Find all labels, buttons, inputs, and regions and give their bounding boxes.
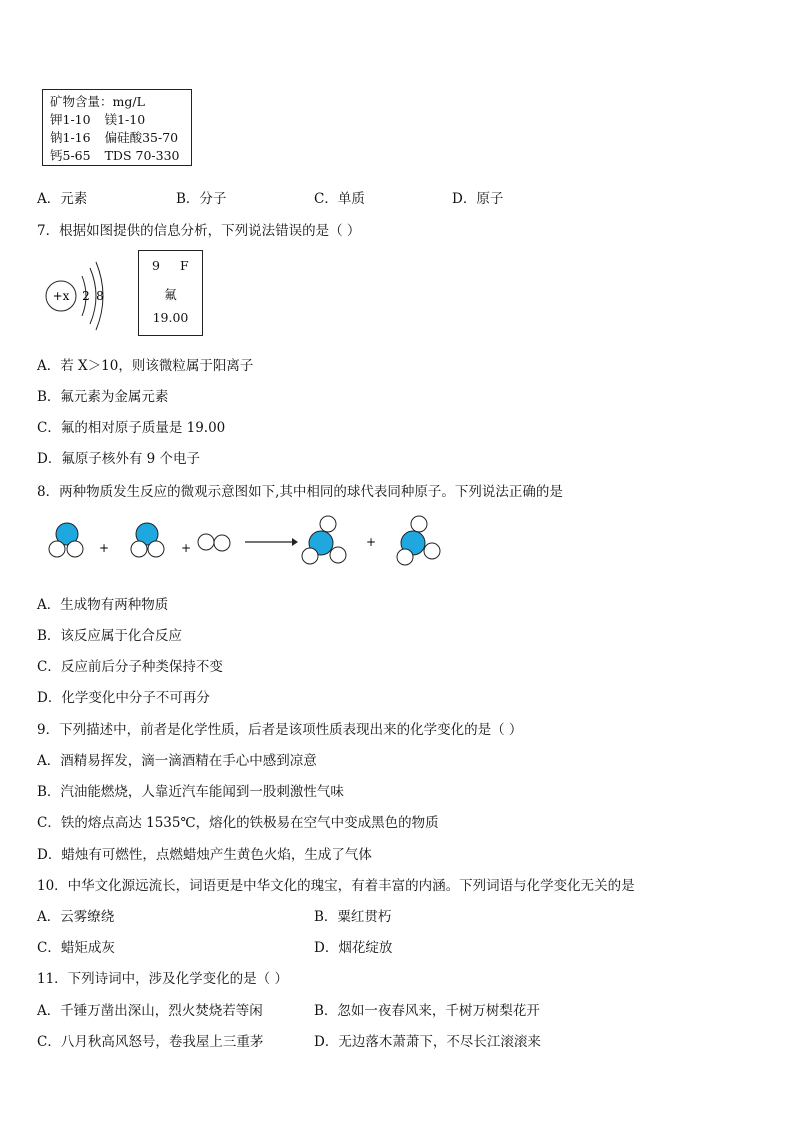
- white-atom: [214, 535, 230, 551]
- shell-electrons-1: 2: [82, 289, 90, 303]
- q10-option-d[interactable]: D．烟花绽放: [314, 940, 393, 956]
- q7-option-b[interactable]: B．氟元素为金属元素: [37, 389, 169, 405]
- q9-option-d[interactable]: D．蜡烛有可燃性，点燃蜡烛产生黄色火焰，生成了气体: [37, 847, 372, 863]
- q11-option-b[interactable]: B．忽如一夜春风来，千树万树梨花开: [314, 1003, 540, 1019]
- mineral-row: [50, 111, 191, 129]
- q8-stem: 8．两种物质发生反应的微观示意图如下,其中相同的球代表同种原子。下列说法正确的是: [37, 484, 563, 500]
- white-atom: [148, 541, 164, 557]
- q9-option-b[interactable]: B．汽油能燃烧，人靠近汽车能闻到一股刺激性气味: [37, 784, 344, 800]
- white-atom: [131, 541, 147, 557]
- element-card: [138, 250, 203, 336]
- mineral-cell: 钾1-10: [50, 112, 91, 127]
- shell-electrons-2: 8: [96, 289, 104, 303]
- white-atom: [67, 541, 83, 557]
- white-atom: [302, 548, 318, 564]
- atomic-mass: 19.00: [152, 310, 189, 325]
- q9-stem: 9．下列描述中，前者是化学性质，后者是该项性质表现出来的化学变化的是（ ）: [37, 722, 523, 738]
- q7-stem: 7．根据如图提供的信息分析，下列说法错误的是（ ）: [37, 223, 361, 239]
- white-atom: [411, 516, 427, 532]
- product-molecule-2: [397, 516, 440, 565]
- mineral-row: [50, 129, 191, 147]
- mineral-cell: 钠1-16: [50, 130, 91, 145]
- q7-option-d[interactable]: D．氟原子核外有 9 个电子: [37, 451, 200, 467]
- q11-option-a[interactable]: A．千锤万凿出深山，烈火焚烧若等闲: [37, 1003, 263, 1019]
- plus-sign: +: [365, 535, 377, 549]
- electron-shell-2: [90, 268, 96, 324]
- mineral-cell: TDS 70-330: [104, 148, 180, 163]
- q10-option-b[interactable]: B．粟红贯朽: [314, 909, 392, 925]
- q10-option-a[interactable]: A．云雾缭绕: [37, 909, 115, 925]
- white-atom: [198, 534, 214, 550]
- white-atom: [397, 549, 413, 565]
- nucleus-label: +x: [52, 289, 70, 303]
- q6-option-b[interactable]: B．分子: [176, 191, 227, 207]
- atomic-number: 9: [152, 258, 160, 273]
- q9-option-c[interactable]: C．铁的熔点高达 1535℃，熔化的铁极易在空气中变成黑色的物质: [37, 815, 439, 831]
- q7-option-a[interactable]: A．若 X＞10，则该微粒属于阳离子: [37, 358, 254, 374]
- plus-sign: +: [98, 541, 110, 555]
- mineral-row: [50, 147, 191, 165]
- reaction-micro-diagram: [40, 512, 460, 570]
- plus-sign: +: [180, 541, 192, 555]
- q11-stem: 11．下列诗词中，涉及化学变化的是（ ）: [37, 971, 288, 987]
- q6-option-d[interactable]: D．原子: [452, 191, 504, 207]
- white-atom: [49, 541, 65, 557]
- q10-option-c[interactable]: C．蜡矩成灰: [37, 940, 115, 956]
- mineral-cell: 钙5-65: [50, 148, 91, 163]
- reactant-molecule-3: [198, 534, 230, 551]
- product-molecule-1: [302, 516, 346, 564]
- mineral-title: 矿物含量：mg/L: [50, 94, 145, 109]
- atom-structure-diagram: [44, 258, 114, 332]
- white-atom: [330, 547, 346, 563]
- reaction-arrow: [245, 538, 298, 546]
- reactant-molecule-2: [131, 523, 164, 557]
- mineral-cell: 偏硅酸35-70: [104, 130, 179, 145]
- q6-option-a[interactable]: A．元素: [37, 191, 88, 207]
- q10-stem: 10．中华文化源远流长，词语更是中华文化的瑰宝，有着丰富的内涵。下列词语与化学变化无关的是: [37, 878, 635, 894]
- white-atom: [424, 543, 440, 559]
- element-name: 氟: [164, 287, 177, 302]
- q8-option-a[interactable]: A．生成物有两种物质: [37, 597, 169, 613]
- q8-option-c[interactable]: C．反应前后分子种类保持不变: [37, 659, 223, 675]
- mineral-cell: 镁1-10: [104, 112, 146, 127]
- mineral-content-box: [42, 89, 192, 166]
- q11-option-c[interactable]: C．八月秋高风怒号，卷我屋上三重茅: [37, 1034, 264, 1050]
- q7-option-c[interactable]: C．氟的相对原子质量是 19.00: [37, 420, 226, 436]
- white-atom: [320, 516, 336, 532]
- q8-option-b[interactable]: B．该反应属于化合反应: [37, 628, 182, 644]
- q9-option-a[interactable]: A．酒精易挥发，滴一滴酒精在手心中感到凉意: [37, 753, 317, 769]
- q6-option-c[interactable]: C．单质: [314, 191, 365, 207]
- element-symbol: F: [180, 258, 189, 273]
- q11-option-d[interactable]: D．无边落木萧萧下，不尽长江滚滚来: [314, 1034, 541, 1050]
- q8-option-d[interactable]: D．化学变化中分子不可再分: [37, 690, 210, 706]
- reactant-molecule-1: [49, 523, 83, 557]
